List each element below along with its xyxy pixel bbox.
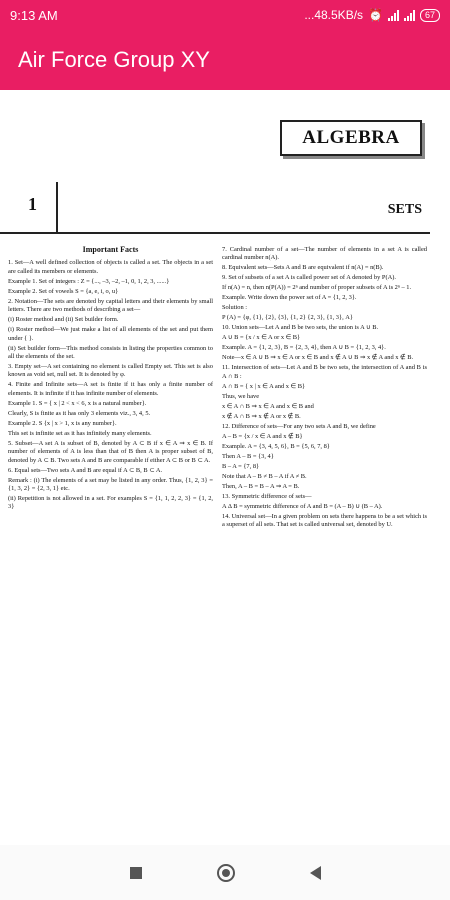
paragraph: 1. Set—A well defined collection of objects is called a set. The objects in a set are called its members or elements. [8,259,213,275]
network-speed: ...48.5KB/s [304,8,364,22]
paragraph: x ∉ A ∩ B ⇒ x ∉ A or x ∉ B. [222,412,301,420]
paragraph: 5. Subset—A set A is subset of B, denoted by A ⊂ B if x ∈ A ⇒ x ∈ B. If number of elements of A is less than that of B then A is proper subset of B, denoted by A ⊂ B. Two sets A and B are comparable if either A ⊂ B or B ⊂ A. [8,439,213,464]
paragraph: Example 2. S {x | x > 1, x is any number}. [8,419,117,427]
app-title: Air Force Group XY [18,47,210,72]
paragraph: A ∪ B = {x / x ∈ A or x ∈ B} [222,334,301,342]
app-bar [0,30,450,90]
paragraph: Example. A = {3, 4, 5, 6}, B = {5, 6, 7, 8} [222,442,330,450]
paragraph: 11. Intersection of sets—Let A and B be two sets, the intersection of A and B is A ∩ B : [222,364,427,380]
paragraph: (i) Roster method—We just make a list of all elements of the set and put them under { }. [8,326,213,342]
status-bar [0,0,450,30]
navigation-bar [0,845,450,900]
paragraph: Clearly, S is finite as it has only 3 elements viz., 3, 4, 5. [8,409,151,417]
paragraph: Thus, we have [222,392,260,400]
paragraph: This set is infinite set as it has infinitely many elements. [8,429,152,437]
paragraph: Note—x ∈ A ∪ B ⇒ x ∈ A or x ∈ B and x ∉ A ∪ B ⇒ x ∉ A and x ∉ B. [222,354,414,362]
left-column-heading: Important Facts [82,245,139,254]
paragraph: Then, A – B = B – A ⇒ A = B. [222,482,300,490]
paragraph: 8. Equivalent sets—Sets A and B are equivalent if n(A) = n(B). [222,264,384,272]
paragraph: 3. Empty set—A set containing no element is called Empty set. This set is also known as void set, null set. It is denoted by φ. [8,363,213,379]
right-column [222,246,427,531]
paragraph: 7. Cardinal number of a set—The number of elements in a set A is called cardinal number n(A). [222,246,427,262]
paragraph: A Δ B = symmetric difference of A and B = (A – B) ∪ (B – A). [222,502,383,510]
paragraph: 2. Notation—The sets are denoted by capital letters and their elements by small letters. There are two methods of describing a set— [8,297,213,314]
paragraph: Example 1. Set of integers : Z = {..., –3, –2, –1, 0, 1, 2, 3, ......} [8,277,170,285]
paragraph: Example. Write down the power set of A = {1, 2, 3}. [222,294,357,302]
status-right [304,8,440,22]
paragraph: Remark : (i) The elements of a set may be listed in any order. Thus, {1, 2, 3} = {1, 3, 2} = {2, 3, 1} etc. [8,476,213,493]
subject-title: ALGEBRA [302,127,400,148]
paragraph: A – B = {x / x ∈ A and x ∉ B} [222,432,303,440]
status-time: 9:13 AM [10,7,58,23]
paragraph: 10. Union sets—Let A and B be two sets, the union is A ∪ B. [222,324,379,332]
paragraph: Example. A = {1, 2, 3}, B = {2, 3, 4}, then A ∪ B = {1, 2, 3, 4}. [222,344,386,352]
signal-icon [388,10,399,21]
alarm-icon: ⏰ [368,8,383,22]
paragraph: 13. Symmetric difference of sets— [222,492,312,500]
signal-icon-2 [404,10,415,21]
paragraph: Then A – B = {3, 4} [222,452,274,460]
document-page[interactable] [0,90,450,825]
paragraph: (i) Roster method and (ii) Set builder form. [8,316,119,324]
paragraph: 12. Difference of sets—For any two sets A and B, we define [222,422,376,430]
paragraph: 4. Finite and Infinite sets—A set is finite if it has only a finite number of elements. It is infinite if it has infinite number of elements. [8,381,213,397]
home-icon[interactable] [217,864,235,882]
paragraph: Note that A – B ≠ B – A if A ≠ B. [222,472,307,480]
paragraph: Example 1. S = { x | 2 < x < 6, x is a natural number}. [8,399,147,407]
paragraph: 14. Universal set—In a given problem on sets there happens to be a set which is a superset of all sets. That set is called universal set, denoted by U. [222,512,427,529]
paragraph: A ∩ B = { x | x ∈ A and x ∈ B} [222,382,306,390]
paragraph: 6. Equal sets—Two sets A and B are equal if A ⊂ B, B ⊂ A. [8,466,163,474]
paragraph: If n(A) = n, then n(P(A)) = 2ⁿ and number of proper subsets of A is 2ⁿ – 1. [222,284,412,292]
back-icon[interactable] [310,866,321,880]
recents-icon[interactable] [130,867,142,879]
paragraph: P (A) = {φ, {1}, {2}, {3}, {1, 2} {2, 3}, {1, 3}, A} [222,314,353,322]
paragraph: Example 2. Set of vowels S = {a, e, i, o, u} [8,287,119,295]
chapter-number: 1 [28,194,37,214]
paragraph: 9. Set of subsets of a set A is called power set of A denoted by P(A). [222,274,396,282]
left-column [8,246,213,513]
paragraph: x ∈ A ∩ B ⇒ x ∈ A and x ∈ B and [222,402,314,410]
chapter-header [0,182,430,234]
battery-icon: 67 [420,9,440,22]
chapter-title: SETS [387,202,422,217]
subject-title-box [280,120,422,156]
chapter-divider [56,182,58,234]
paragraph: (ii) Set builder form—This method consists in listing the properties common to all the elements of the set. [8,344,213,361]
paragraph: (ii) Repetition is not allowed in a set. For examples S = {1, 1, 2, 2, 3} = {1, 2, 3} [8,495,213,511]
paragraph: B – A = {7, 8} [222,462,260,470]
paragraph: Solution : [222,304,248,312]
